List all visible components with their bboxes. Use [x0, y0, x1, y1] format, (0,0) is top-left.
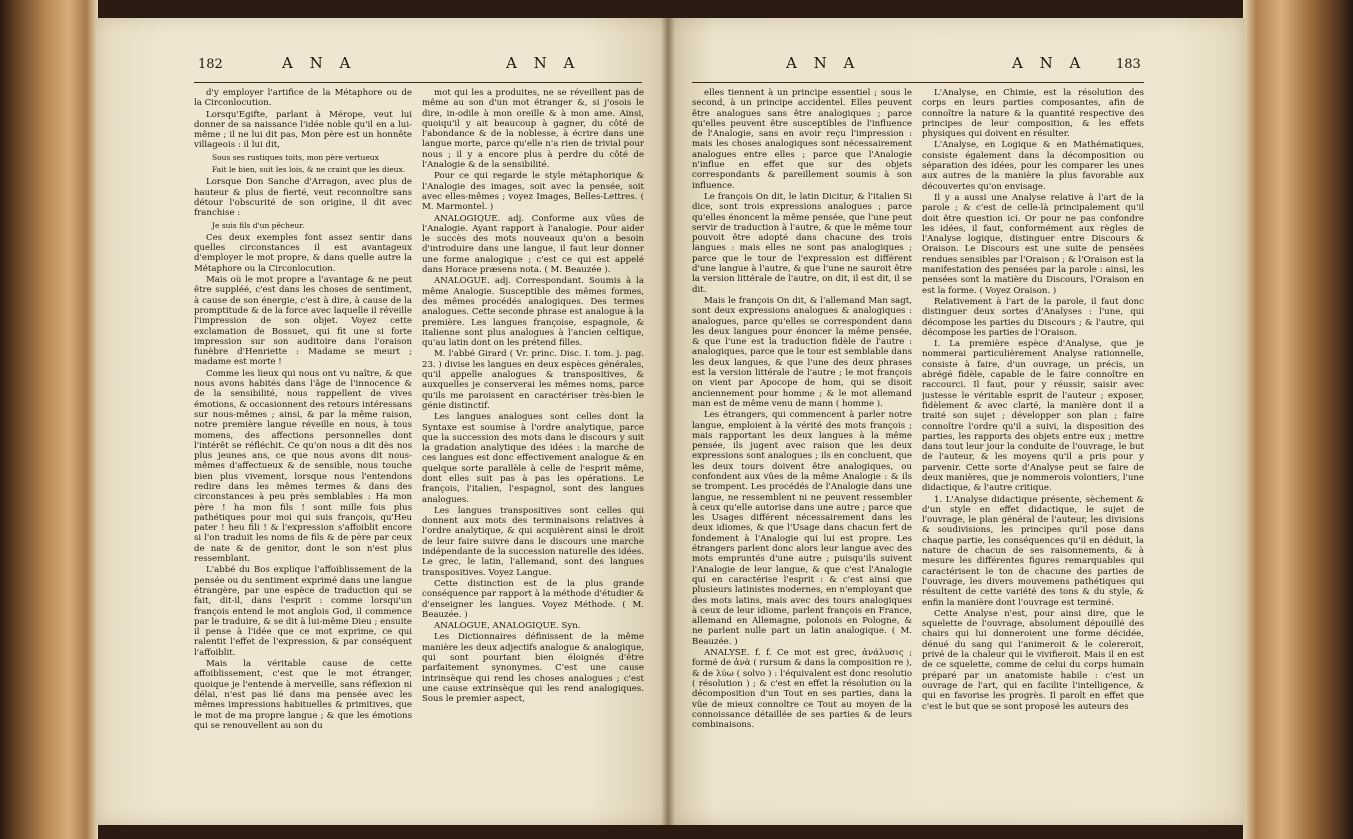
right-running-head-1: A N A: [786, 54, 861, 72]
text-paragraph: Sous ses rustiques toits, mon père vertueux: [212, 152, 379, 162]
text-paragraph: Le françois On dit, le latin Dicitur, & l'italien Si dice, sont trois expressions analogues ; parce qu'elles énoncent la même pensée, que l'une peut servir de traduction à l'autre, & que le même tour pouvoit être adopté dans chacune des trois langues : mais elles ne sont pas analogiques ; parce que le tour de l'expression est différent d'une langue à l'autre, & que l'une ne sauroit être la version littérale de l'autre, on dit, il est dit, il se dit.: [692, 191, 912, 295]
book-edge-right: [1243, 0, 1353, 839]
text-paragraph: L'Analyse, en Chimie, est la résolution des corps en leurs parties composantes, afin de connoître la nature & la quantité respective des principes de leur composition, & les effets physiques qui doivent en résulter.: [922, 88, 1144, 140]
right-running-head-2: A N A: [1012, 54, 1087, 72]
text-paragraph: L'abbé du Bos explique l'affoiblissement de la pensée ou du sentiment exprimé dans une langue étrangère, par une espèce de traduction qui se fait, dit-il, dans l'esprit : comme lorsqu'un françois entend le mot anglois God, il commence par le traduire, & se dit à lui-même Dieu ; ensuite il pense à l'idée que ce mot exprime, ce qui ralentit l'effet de l'expression, & par conséquent l'affoiblit.: [194, 565, 412, 658]
text-paragraph: Fait le bien, suit les lois, & ne craint que les dieux.: [212, 165, 406, 175]
text-paragraph: mot qui les a produites, ne se réveillent pas de même au son d'un mot étranger &, si j'osois le dire, in-odile à mon oreille & à mon ame. Ainsi, quoiqu'il y ait beaucoup à gagner, du côté de l'abondance & de la noblesse, à écrire dans une langue morte, parce qu'elle n'a rien de trivial pour nous ; il y a encore plus à perdre du côté de l'Analogie & de la sensibilité.: [422, 88, 644, 171]
text-paragraph: Cette distinction est de la plus grande conséquence par rapport à la méthode d'étudier & d'enseigner les langues. Voyez Méthode. ( M. Beauzée. ): [422, 578, 644, 620]
left-running-head-2: A N A: [506, 54, 581, 72]
text-paragraph: Lorsqu'Egifte, parlant à Mérope, veut lui donner de sa naissance l'idée noble qu'il en a lui-même ; il ne lui dit pas, Mon père est un honnête villageois : il lui dit,: [194, 109, 412, 151]
right-page-column-2: [922, 88, 1144, 825]
text-paragraph: Ces deux exemples font assez sentir dans quelles circonstances il est avantageux d'employer le mot propre, & dans quelle autre la Métaphore ou la Circonlocution.: [194, 232, 412, 274]
text-paragraph: I. La première espèce d'Analyse, que je nommerai particulièrement Analyse rationnelle, consiste à faire, d'un ouvrage, un précis, un abrégé fidèle, capable de le faire connoître en raccourci. Il faut, pour y réussir, saisir avec justesse le véritable esprit de l'auteur ; exposer, fidèlement & avec clarté, la manière dont il a traité son sujet ; développer son plan ; faire connoître l'ordre qu'il a suivi, la disposition des parties, les rapports des objets entre eux ; mettre dans tout leur jour la conduite de l'ouvrage, le but de l'auteur, & les moyens qu'il a pris pour y parvenir. Cette sorte d'Analyse peut se faire de deux manières, que je nommerois volontiers, l'une didactique, & l'autre critique.: [922, 339, 1144, 494]
right-page-column-1: [692, 88, 912, 825]
text-paragraph: Les langues analogues sont celles dont la Syntaxe est soumise à l'ordre analytique, parce que la succession des mots dans le discours y suit la gradation analytique des idées : la marche de ces langues est donc effectivement analogue & en quelque sorte parallèle à celle de l'esprit même, dont elles suit pas à pas les opérations. Le françois, l'italien, l'espagnol, sont des langues analogues.: [422, 412, 644, 505]
text-paragraph: Pour ce qui regarde le style métaphorique & l'Analogie des images, soit avec la pensée, soit avec elles-mêmes ; voyez Images, Belles-Lettres. ( M. Marmontel. ): [422, 171, 644, 213]
text-paragraph: Les Dictionnaires définissent de la même manière les deux adjectifs analogue & analogique, qui sont pourtant bien éloignés d'être parfaitement synonymes. C'est une cause intrinsèque qui rend les choses analogues ; c'est une cause extrinsèque qui les rend analogiques. Sous le premier aspect,: [422, 632, 644, 705]
left-running-head-1: A N A: [282, 54, 357, 72]
text-paragraph: Mais la véritable cause de cette affoiblissement, c'est que le mot étranger, quoique je l'entende à merveille, sans réflexion ni délai, n'est pas lié dans ma pensée avec les mêmes impressions habituelles & primitives, que le mot de ma propre langue ; & que les émotions qui se renouvellent au son du: [194, 659, 412, 731]
text-paragraph: ANALYSE. f. f. Ce mot est grec, ἀνάλυσις ; formé de ἀνὰ ( rursum & dans la composition re ), & de λύω ( solvo ) : l'équivalent est donc resolutio ( résolution ) ; & c'est en effet la résolution ou la décomposition d'un Tout en ses parties, dans la vûe de mieux connoître ce Tout au moyen de la connoissance détaillée de ses parties & de leurs combinaisons.: [692, 648, 912, 731]
text-paragraph: elles tiennent à un principe essentiel ; sous le second, à un principe accidentel. Elles peuvent être analogues sans être analogiques ; parce qu'elles peuvent être susceptibles de l'influence de l'Analogie, sans en avoir reçu l'impression : mais les choses analogiques sont nécessairement analogues entre elles ; parce que l'Analogie n'influe en effet que sur des objets correspondants & pareillement soumis à son influence.: [692, 88, 912, 191]
text-paragraph: Comme les lieux qui nous ont vu naître, & que nous avons habités dans l'âge de l'innocence & de la sensibilité, nous rappellent de vives émotions, & occasionnent des retours intéressans sur nous-mêmes ; ainsi, & par la même raison, notre première langue réveille en nous, à tous momens, des affections personnelles dont l'intérêt se réfléchit. Ce qu'on nous a dit dès nos plus jeunes ans, ce que nous avons dit nous-mêmes d'affectueux & de sensible, nous touche bien plus vivement, lorsque nous l'entendons redire dans les mêmes termes & dans des circonstances à peu près semblables : Ha mon père ! ha mon fils ! sont mille fois plus pathétiques pour moi qui suis françois, qu'Heu pater ! heu fili ! & l'expression s'affoiblit encore si l'on traduit les noms de fils & de père par ceux de nate & de genitor, dont le son n'est plus ressemblant.: [194, 368, 412, 565]
text-paragraph: Les étrangers, qui commencent à parler notre langue, emploient à la vérité des mots françois ; mais rapportant les deux langues à la même pensée, ils jugent avec raison que les deux expressions sont analogues ; ils en concluent, que les deux tours doivent être analogiques, ou confondent aux vûes de la même Analogie : & ils se trompent. Les procédés de l'Analogie dans une langue, ne ressemblent ni ne peuvent ressembler à ceux qu'elle autorise dans une autre ; parce que les Usages différent nécessairement dans les deux idiomes, & que l'Usage dans chacun fert de fondement à l'Analogie qui lui est propre. Les étrangers parlent donc alors leur langue avec des mots empruntés d'une autre ; puisqu'ils suivent l'Analogie de leur langue, & que c'est l'Analogie qui en caractérise l'esprit : & c'est ainsi que plusieurs latinistes modernes, en n'employant que des mots latins, mais avec des tours analogiques à ceux de leur idiome, parlent françois en France, allemand en Allemagne, polonois en Pologne, & ne parlent nulle part un latin analogique. ( M. Beauzée. ): [692, 410, 912, 647]
text-paragraph: L'Analyse, en Logique & en Mathématiques, consiste également dans la décomposition ou séparation des idées, pour les comparer les unes aux autres de la manière la plus favorable aux découvertes qu'on envisage.: [922, 140, 1144, 192]
text-paragraph: Je suis fils d'un pêcheur.: [212, 220, 305, 230]
left-header-rule: [194, 82, 642, 83]
text-paragraph: Relativement à l'art de la parole, il faut donc distinguer deux sortes d'Analyses : l'une, qui décompose les parties du Discours ; & l'autre, qui décompose les parties de l'Oraison.: [922, 296, 1144, 338]
text-paragraph: Mais le françois On dit, & l'allemand Man sagt, sont deux expressions analogues & analogiques : analogues, parce qu'elles se correspondent dans les deux langues pour énoncer la même pensée, & que l'une est la traduction fidèle de l'autre : analogiques, parce que le tour est semblable dans les deux langues, & que l'une des deux phrases est la version littérale de l'autre ; le mot françois on vient par Apocope de hom, qui se disoit anciennement pour homme ; & le mot allemand man est de même venu de mann ( homme ).: [692, 295, 912, 409]
text-paragraph: Lorsque Don Sanche d'Arragon, avec plus de hauteur & plus de fierté, veut reconnoître sans détour l'obscurité de son origine, il dit avec franchise :: [194, 177, 412, 219]
text-paragraph: ANALOGIQUE. adj. Conforme aux vûes de l'Analogie. Ayant rapport à l'analogie. Pour aider le succès des mots nouveaux qu'on a besoin d'introduire dans une langue, il faut leur donner une forme analogique ; c'est ce qui est appelé dans Horace præsens nota. ( M. Beauzée ).: [422, 213, 644, 276]
text-paragraph: ANALOGUE. adj. Correspondant. Soumis à la même Analogie. Susceptible des mêmes formes, des mêmes procédés analogiques. Des termes analogues. Cette seconde phrase est analogue à la première. Les langues françoise, espagnole, & italienne sont plus analogues à l'ancien celtique, qu'au latin dont on les prétend filles.: [422, 276, 644, 349]
book-gutter: [661, 18, 675, 825]
text-paragraph: Les langues transpositives sont celles qui donnent aux mots des terminaisons relatives à l'ordre analytique, & qui acquièrent ainsi le droit de leur faire suivre dans le discours une marche indépendante de la succession naturelle des idées. Le grec, le latin, l'allemand, sont des langues transpositives. Voyez Langue.: [422, 505, 644, 578]
text-paragraph: Mais où le mot propre a l'avantage & ne peut être suppléé, c'est dans les choses de sentiment, à cause de son énergie, c'est à dire, à cause de la promptitude & de la force avec laquelle il réveille l'impression de son objet. Voyez cette exclamation de Bossuet, qui fit une si forte impression sur son auditoire dans l'oraison funèbre d'Henriette : Madame se meurt ; madame est morte !: [194, 275, 412, 368]
text-paragraph: M. l'abbé Girard ( Vr. princ. Disc. I. tom. j. pag. 23. ) divise les langues en deux espèces générales, qu'il appelle analogues & transpositives, & auxquelles je conserverai les mêmes noms, parce qu'ils me paroissent en caractériser très-bien le génie distinctif.: [422, 349, 644, 411]
text-paragraph: 1. L'Analyse didactique présente, sèchement & d'un style en effet didactique, le sujet de l'ouvrage, le plan général de l'auteur, les divisions & soudivisions, les principes qu'il pose dans chaque partie, les conséquences qu'il en déduit, la nature de chacun de ses raisonnements, & à mesure les différentes figures remarquables qui caractérisent le ton de chacune des parties de l'ouvrage, les divers mouvemens pathétiques qui résultent de cette variété des tons & du style, & enfin la manière dont l'ouvrage est terminé.: [922, 494, 1144, 608]
text-paragraph: d'y employer l'artifice de la Métaphore ou de la Circonlocution.: [194, 88, 412, 109]
right-header-rule: [692, 82, 1144, 83]
right-page-number: 183: [1116, 57, 1141, 72]
left-page-column-2: [422, 88, 644, 825]
text-paragraph: Il y a aussi une Analyse relative à l'art de la parole ; & c'est de celle-là principalement qu'il doit être question ici. Or pour ne pas confondre les idées, il faut, conformément aux règles de l'Analyse logique, distinguer entre Discours & Oraison. Le Discours est une suite de pensées rendues sensibles par l'Oraison ; & l'Oraison est la manifestation des pensées par la parole : ainsi, les pensées sont la matière du Discours, l'Oraison en est la forme. ( Voyez Oraison. ): [922, 192, 1144, 296]
book-edge-left: [0, 0, 98, 839]
left-page-column-1: [194, 88, 412, 825]
left-page-number: 182: [198, 57, 223, 72]
text-paragraph: ANALOGUE, ANALOGIQUE. Syn.: [434, 621, 581, 632]
text-paragraph: Cette Analyse n'est, pour ainsi dire, que le squelette de l'ouvrage, absolument dépouillé des chairs qui lui donneroient une forme décidée, dénué du sang qui l'animeroit & le colereroit, privé de la chaleur qui le vivifieroit. Mais il en est de ce squelette, comme de celui du corps humain préparé par un anatomiste habile : c'est un ouvrage de l'art, qui en facilite l'intelligence, & qui en favorise les progrès. Il paroît en effet que c'est le but que se sont proposé les auteurs des: [922, 608, 1144, 712]
